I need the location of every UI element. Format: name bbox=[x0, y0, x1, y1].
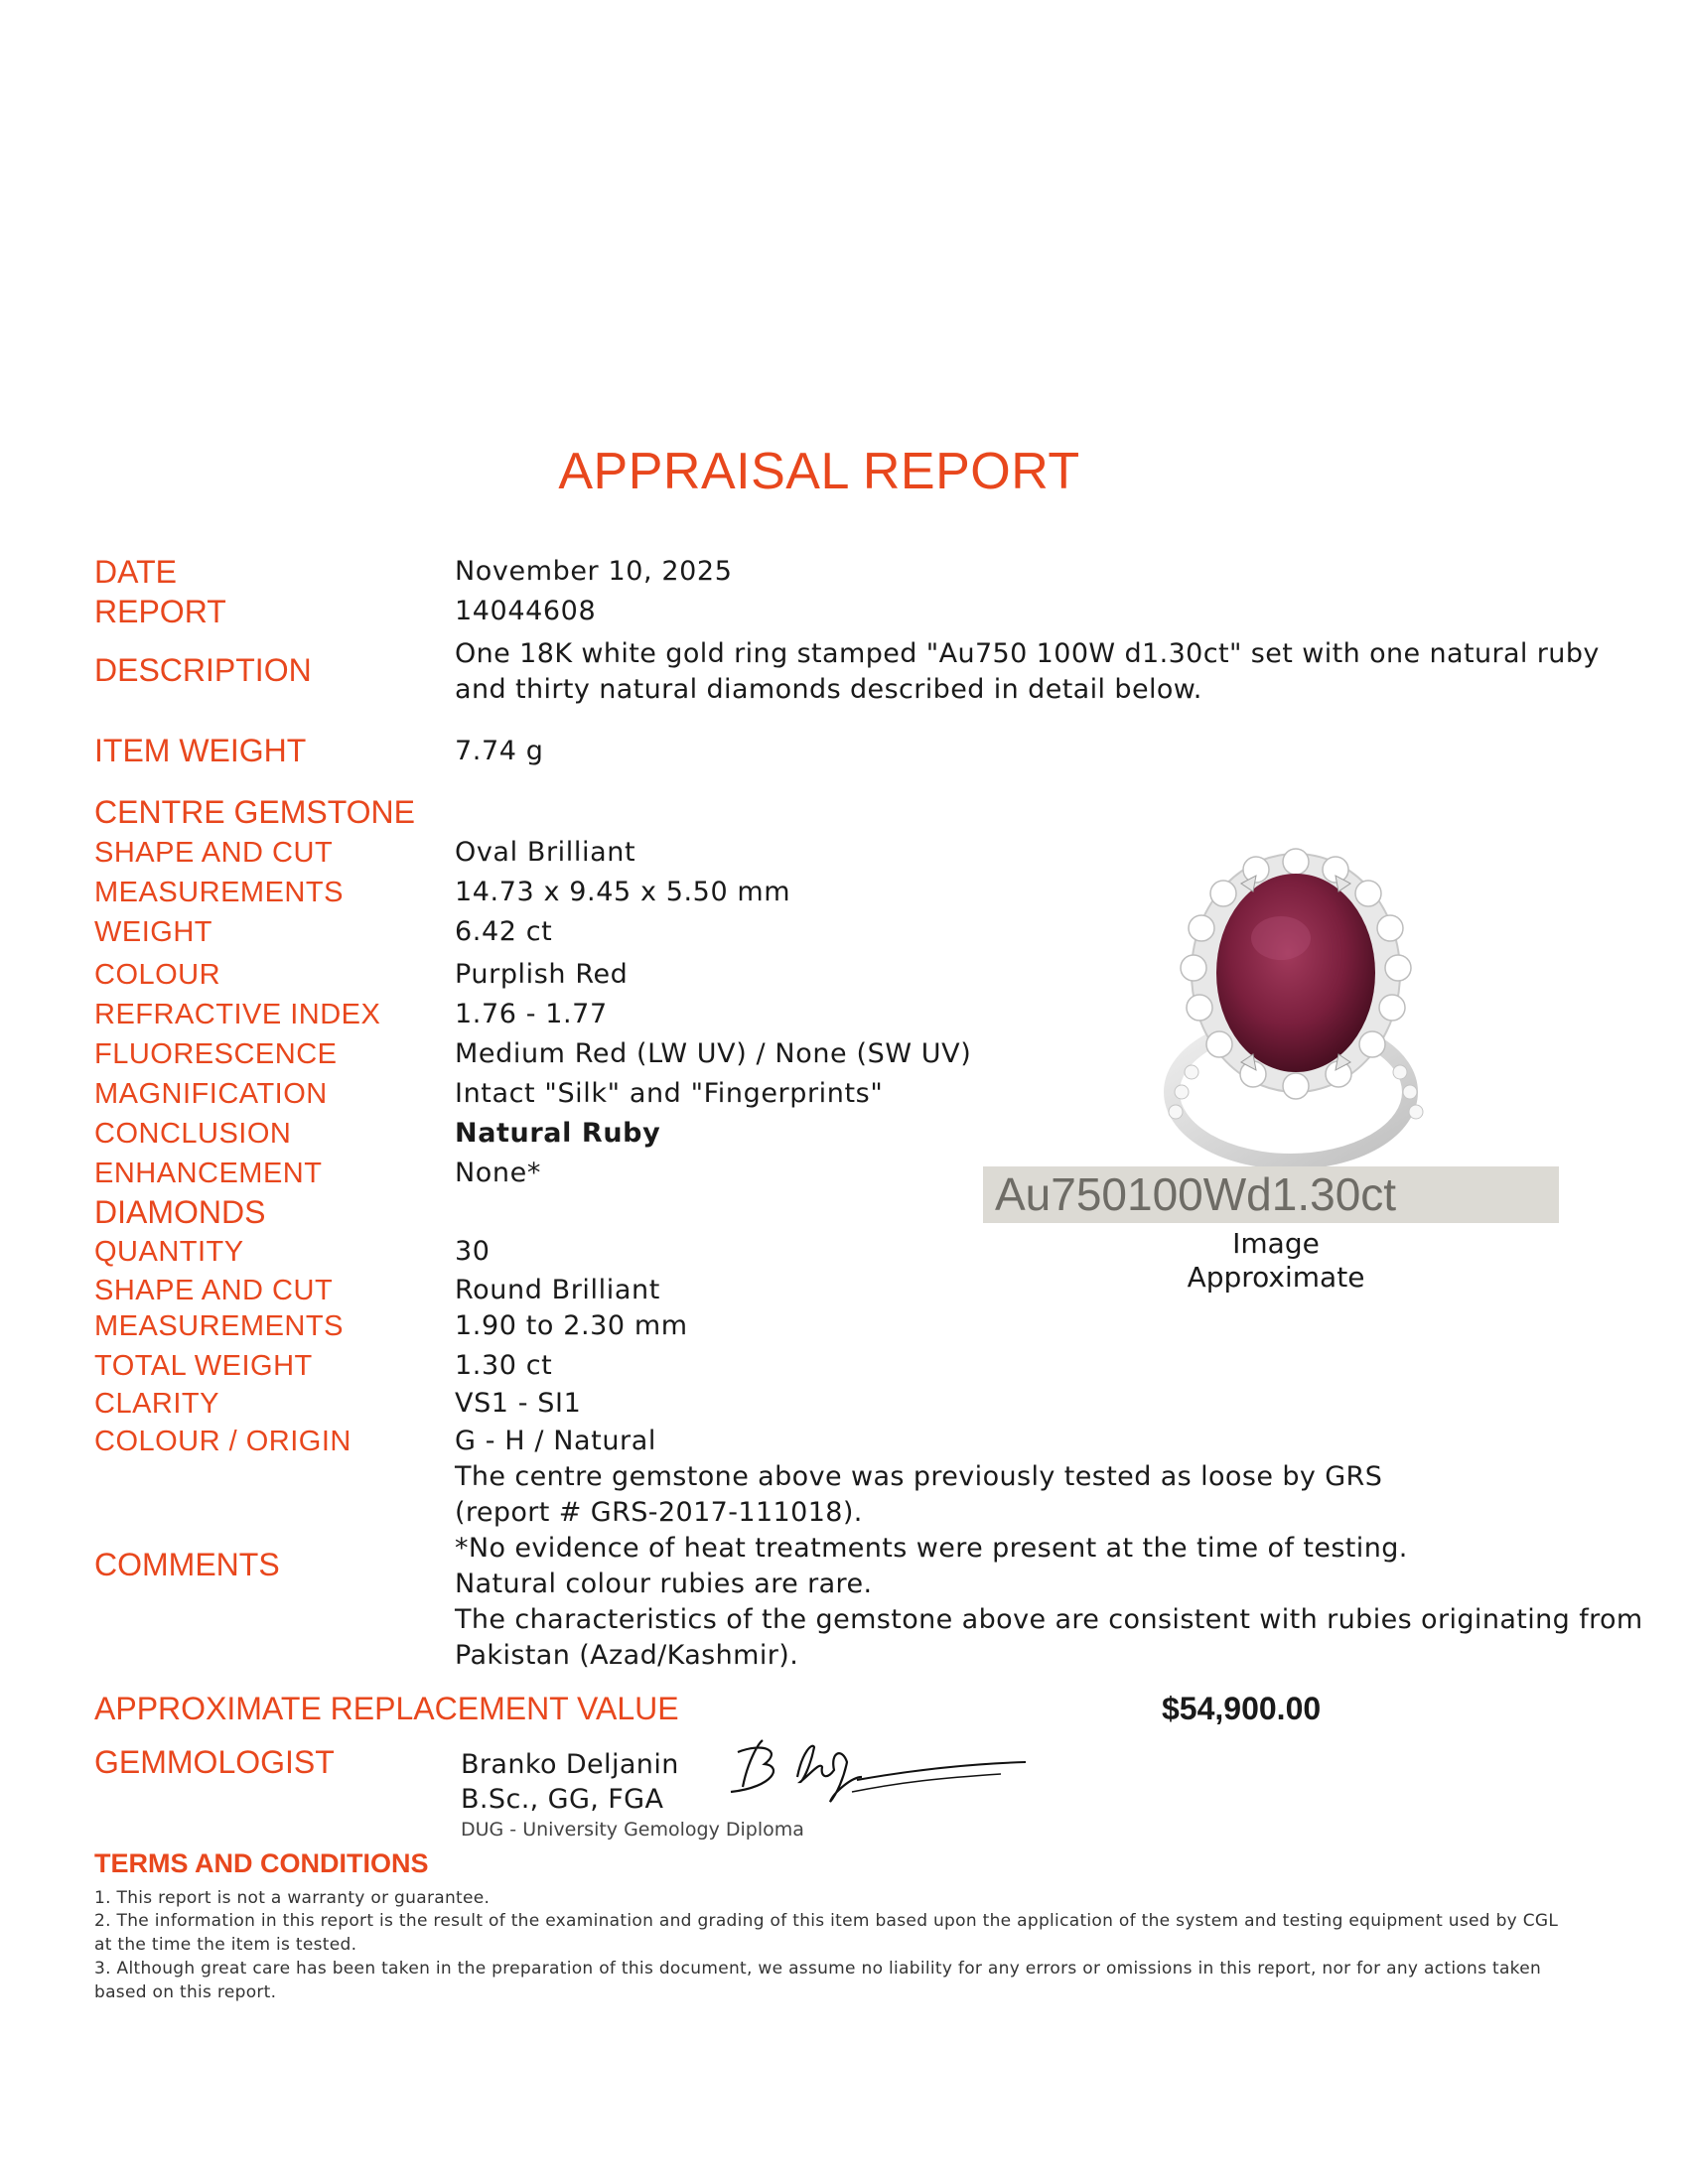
signature-graphic bbox=[703, 1732, 1031, 1812]
centre-gemstone-heading: CENTRE GEMSTONE bbox=[94, 794, 415, 830]
comments-block bbox=[455, 1459, 1643, 1674]
stamp-engraving bbox=[983, 1166, 1559, 1223]
centre-conclusion-value: Natural Ruby bbox=[455, 1118, 661, 1149]
centre-colour-label: COLOUR bbox=[94, 959, 221, 991]
centre-shape-label: SHAPE AND CUT bbox=[94, 837, 334, 869]
centre-weight-label: WEIGHT bbox=[94, 916, 212, 948]
report-label: REPORT bbox=[94, 594, 226, 629]
diamond-colour-origin-value: G - H / Natural bbox=[455, 1426, 656, 1456]
replacement-value-label: APPROXIMATE REPLACEMENT VALUE bbox=[94, 1691, 679, 1726]
date-value: November 10, 2025 bbox=[455, 556, 733, 587]
comment-line: Pakistan (Azad/Kashmir). bbox=[455, 1640, 799, 1671]
stamp-text: Au750100Wd1.30ct bbox=[995, 1168, 1397, 1220]
item-weight-label: ITEM WEIGHT bbox=[94, 733, 307, 768]
centre-enhancement-label: ENHANCEMENT bbox=[94, 1158, 323, 1189]
gemmologist-name: Branko Deljanin bbox=[461, 1749, 679, 1780]
image-caption-line1: Image bbox=[1232, 1227, 1320, 1260]
ring-image bbox=[1132, 844, 1460, 1171]
centre-measurements-value: 14.73 x 9.45 x 5.50 mm bbox=[455, 877, 791, 907]
centre-fluorescence-label: FLUORESCENCE bbox=[94, 1038, 338, 1070]
comment-line: (report # GRS-2017-111018). bbox=[455, 1497, 863, 1528]
centre-shape-value: Oval Brilliant bbox=[455, 837, 636, 868]
diamond-quantity-label: QUANTITY bbox=[94, 1236, 244, 1268]
diamond-clarity-value: VS1 - SI1 bbox=[455, 1388, 582, 1419]
centre-ri-value: 1.76 - 1.77 bbox=[455, 999, 608, 1029]
date-label: DATE bbox=[94, 554, 177, 590]
centre-weight-value: 6.42 ct bbox=[455, 916, 553, 947]
diamond-colour-origin-label: COLOUR / ORIGIN bbox=[94, 1426, 352, 1457]
centre-ri-label: REFRACTIVE INDEX bbox=[94, 999, 381, 1030]
centre-magnification-value: Intact "Silk" and "Fingerprints" bbox=[455, 1078, 884, 1109]
description-label: DESCRIPTION bbox=[94, 652, 312, 688]
image-caption-line2: Approximate bbox=[1187, 1261, 1365, 1294]
diamond-clarity-label: CLARITY bbox=[94, 1388, 219, 1420]
comments-label: COMMENTS bbox=[94, 1547, 280, 1582]
diamond-quantity-value: 30 bbox=[455, 1236, 491, 1267]
centre-magnification-label: MAGNIFICATION bbox=[94, 1078, 328, 1110]
comment-line: The centre gemstone above was previously tested as loose by GRS bbox=[455, 1461, 1383, 1492]
replacement-value: $54,900.00 bbox=[1162, 1691, 1322, 1726]
diamond-measurements-value: 1.90 to 2.30 mm bbox=[455, 1310, 688, 1341]
diamond-total-weight-label: TOTAL WEIGHT bbox=[94, 1350, 313, 1382]
terms-heading: TERMS AND CONDITIONS bbox=[94, 1848, 429, 1878]
comment-line: Natural colour rubies are rare. bbox=[455, 1569, 873, 1599]
terms-item: 3. Although great care has been taken in the preparation of this document, we assume no liability for any errors or omissions in this report, nor for any actions taken based on this report. bbox=[94, 1959, 1542, 2002]
gemmologist-diploma: DUG - University Gemology Diploma bbox=[461, 1819, 804, 1841]
item-weight-value: 7.74 g bbox=[455, 736, 544, 766]
stamp-image bbox=[983, 1166, 1559, 1223]
comment-line: The characteristics of the gemstone above are consistent with rubies originating from bbox=[455, 1604, 1643, 1635]
terms-item: 2. The information in this report is the result of the examination and grading of this item based upon the application of the system and testing equipment used by CGL at the time the item is tested. bbox=[94, 1911, 1559, 1955]
centre-enhancement-value: None* bbox=[455, 1158, 541, 1188]
description-value bbox=[455, 636, 1600, 708]
description-line: One 18K white gold ring stamped "Au750 100W d1.30ct" set with one natural ruby bbox=[455, 638, 1600, 669]
diamond-shape-label: SHAPE AND CUT bbox=[94, 1275, 334, 1306]
gemmologist-credentials: B.Sc., GG, FGA bbox=[461, 1784, 664, 1815]
diamond-total-weight-value: 1.30 ct bbox=[455, 1350, 553, 1381]
terms-item: 1. This report is not a warranty or guarantee. bbox=[94, 1888, 491, 1908]
description-line: and thirty natural diamonds described in detail below. bbox=[455, 674, 1202, 705]
centre-fluorescence-value: Medium Red (LW UV) / None (SW UV) bbox=[455, 1038, 972, 1069]
diamonds-heading: DIAMONDS bbox=[94, 1194, 266, 1230]
centre-colour-value: Purplish Red bbox=[455, 959, 629, 990]
diamond-shape-value: Round Brilliant bbox=[455, 1275, 660, 1305]
comment-line: *No evidence of heat treatments were present at the time of testing. bbox=[455, 1533, 1408, 1564]
diamond-measurements-label: MEASUREMENTS bbox=[94, 1310, 344, 1342]
page-title: APPRAISAL REPORT bbox=[558, 443, 1080, 500]
report-value: 14044608 bbox=[455, 596, 597, 626]
centre-measurements-label: MEASUREMENTS bbox=[94, 877, 344, 908]
centre-conclusion-label: CONCLUSION bbox=[94, 1118, 292, 1150]
gemmologist-label: GEMMOLOGIST bbox=[94, 1744, 335, 1780]
